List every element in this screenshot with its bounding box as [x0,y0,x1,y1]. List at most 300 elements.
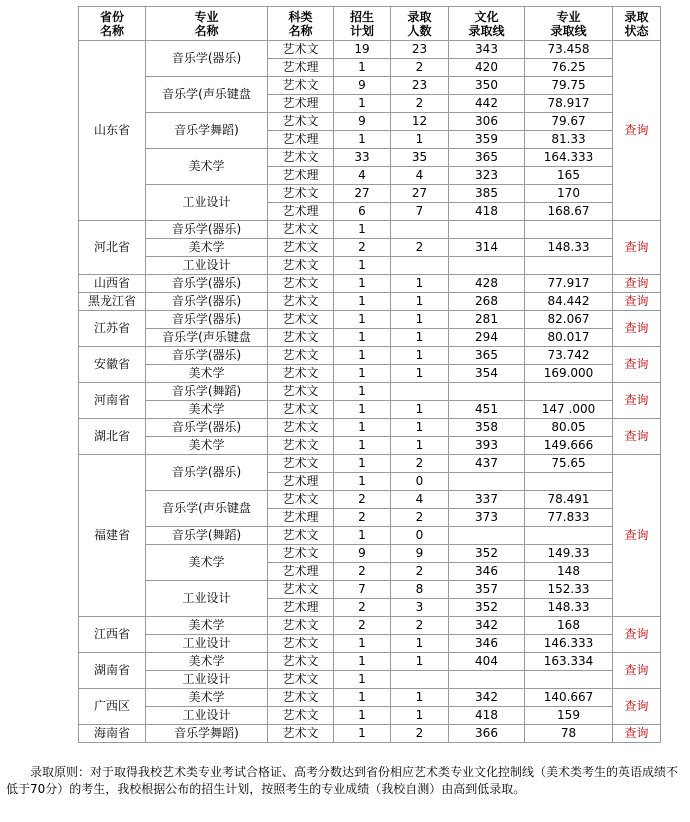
major-name: 美术学 [146,545,268,581]
major-score-cell: 78.917 [525,95,613,113]
table-row [79,41,661,59]
admitted-count-cell: 9 [391,545,449,563]
status-cell [613,689,661,725]
major-name: 美术学 [146,617,268,635]
status-cell [613,311,661,347]
province-name: 山东省 [79,41,146,221]
category-cell: 艺术文 [268,671,334,689]
culture-score-cell: 268 [449,293,525,311]
major-score-cell: 73.458 [525,41,613,59]
plan-count-cell: 1 [334,473,391,491]
culture-score-cell: 306 [449,113,525,131]
culture-score-cell: 404 [449,653,525,671]
major-score-cell: 73.742 [525,347,613,365]
category-cell: 艺术文 [268,725,334,743]
major-name: 工业设计 [146,671,268,689]
plan-count-cell: 19 [334,41,391,59]
major-name: 美术学 [146,689,268,707]
category-cell: 艺术理 [268,599,334,617]
admitted-count-cell: 2 [391,725,449,743]
major-score-cell: 163.334 [525,653,613,671]
table-header-row [79,7,661,41]
category-cell: 艺术文 [268,239,334,257]
plan-count-cell: 2 [334,491,391,509]
plan-count-cell: 1 [334,221,391,239]
major-score-cell: 76.25 [525,59,613,77]
category-cell: 艺术文 [268,419,334,437]
admitted-count-cell: 2 [391,509,449,527]
major-name: 音乐学(器乐) [146,347,268,365]
admitted-count-cell: 2 [391,239,449,257]
admitted-count-cell: 1 [391,419,449,437]
category-cell: 艺术文 [268,707,334,725]
plan-count-cell: 2 [334,239,391,257]
admitted-count-cell: 3 [391,599,449,617]
status-cell [613,455,661,617]
culture-score-cell: 365 [449,149,525,167]
major-name: 音乐学(声乐键盘 [146,491,268,527]
admitted-count-cell: 8 [391,581,449,599]
culture-score-cell: 366 [449,725,525,743]
query-link[interactable]: 查询 [624,393,649,407]
culture-score-cell: 281 [449,311,525,329]
major-name: 音乐学(器乐) [146,455,268,491]
plan-count-cell: 2 [334,563,391,581]
major-score-cell: 84.442 [525,293,613,311]
province-name: 安徽省 [79,347,146,383]
admitted-count-cell [391,257,449,275]
culture-score-cell: 385 [449,185,525,203]
table-row [79,347,661,365]
major-name: 美术学 [146,437,268,455]
major-score-cell [525,473,613,491]
plan-count-cell: 33 [334,149,391,167]
culture-score-cell: 437 [449,455,525,473]
header-category: 科类 名称 [268,7,334,41]
culture-score-cell: 337 [449,491,525,509]
category-cell: 艺术文 [268,545,334,563]
plan-count-cell: 1 [334,653,391,671]
plan-count-cell: 1 [334,131,391,149]
major-name: 音乐学(器乐) [146,221,268,239]
table-row [79,311,661,329]
major-name: 美术学 [146,365,268,383]
admitted-count-cell: 1 [391,365,449,383]
table-body [79,41,661,743]
major-score-cell: 147 .000 [525,401,613,419]
query-link[interactable]: 查询 [624,357,649,371]
category-cell: 艺术文 [268,617,334,635]
plan-count-cell: 1 [334,455,391,473]
category-cell: 艺术文 [268,365,334,383]
major-name: 音乐学舞蹈) [146,725,268,743]
category-cell: 艺术文 [268,311,334,329]
status-cell [613,617,661,653]
major-score-cell: 79.67 [525,113,613,131]
status-cell [613,653,661,689]
query-link[interactable]: 查询 [624,123,649,137]
query-link[interactable]: 查询 [624,699,649,713]
status-cell [613,383,661,419]
header-major: 专业 名称 [146,7,268,41]
plan-count-cell: 1 [334,671,391,689]
table-row [79,581,661,599]
table-row [79,383,661,401]
major-score-cell: 80.017 [525,329,613,347]
status-cell [613,725,661,743]
admitted-count-cell: 23 [391,77,449,95]
culture-score-cell: 294 [449,329,525,347]
plan-count-cell: 1 [334,437,391,455]
plan-count-cell: 2 [334,617,391,635]
table-row [79,527,661,545]
table-row [79,437,661,455]
major-name: 音乐学(器乐) [146,293,268,311]
plan-count-cell: 1 [334,275,391,293]
admitted-count-cell: 1 [391,293,449,311]
province-name: 河北省 [79,221,146,275]
culture-score-cell: 346 [449,563,525,581]
query-link[interactable]: 查询 [624,627,649,641]
plan-count-cell: 1 [334,635,391,653]
admitted-count-cell: 1 [391,653,449,671]
admitted-count-cell: 1 [391,275,449,293]
category-cell: 艺术文 [268,41,334,59]
table-row [79,257,661,275]
status-cell [613,419,661,455]
admission-table-wrapper [78,6,661,743]
admission-principle-note: 录取原则：对于取得我校艺术类专业考试合格证、高考分数达到省份相应艺术类专业文化控制线（美术类考生的英语成绩不低于70分）的考生，我校根据公布的招生计划，按照考生的专业成绩（我校自测）由高到低录取。 [6,765,679,796]
major-name: 美术学 [146,149,268,185]
culture-score-cell: 342 [449,689,525,707]
category-cell: 艺术文 [268,257,334,275]
major-name: 工业设计 [146,257,268,275]
plan-count-cell: 1 [334,59,391,77]
culture-score-cell: 420 [449,59,525,77]
category-cell: 艺术文 [268,527,334,545]
major-name: 音乐学(器乐) [146,419,268,437]
plan-count-cell: 1 [334,527,391,545]
culture-score-cell: 343 [449,41,525,59]
major-score-cell: 78 [525,725,613,743]
culture-score-cell: 442 [449,95,525,113]
table-row [79,77,661,95]
major-score-cell [525,671,613,689]
major-score-cell: 149.666 [525,437,613,455]
major-score-cell [525,383,613,401]
province-name: 海南省 [79,725,146,743]
culture-score-cell [449,221,525,239]
table-row [79,419,661,437]
table-row [79,401,661,419]
query-link[interactable]: 查询 [624,528,649,542]
category-cell: 艺术文 [268,491,334,509]
plan-count-cell: 6 [334,203,391,221]
culture-score-cell [449,473,525,491]
culture-score-cell: 358 [449,419,525,437]
culture-score-cell: 418 [449,707,525,725]
plan-count-cell: 1 [334,95,391,113]
major-score-cell: 77.833 [525,509,613,527]
major-score-cell: 165 [525,167,613,185]
culture-score-cell: 428 [449,275,525,293]
major-name: 美术学 [146,401,268,419]
major-score-cell: 159 [525,707,613,725]
major-score-cell: 170 [525,185,613,203]
category-cell: 艺术文 [268,293,334,311]
admitted-count-cell: 1 [391,311,449,329]
plan-count-cell: 1 [334,419,391,437]
table-row [79,185,661,203]
major-score-cell: 79.75 [525,77,613,95]
header-major-score: 专业 录取线 [525,7,613,41]
admitted-count-cell: 7 [391,203,449,221]
admitted-count-cell [391,221,449,239]
plan-count-cell: 1 [334,689,391,707]
admitted-count-cell [391,383,449,401]
culture-score-cell: 342 [449,617,525,635]
plan-count-cell: 4 [334,167,391,185]
culture-score-cell: 365 [449,347,525,365]
province-name: 湖北省 [79,419,146,455]
category-cell: 艺术理 [268,167,334,185]
major-score-cell: 148 [525,563,613,581]
major-name: 音乐学(舞蹈) [146,383,268,401]
category-cell: 艺术文 [268,185,334,203]
category-cell: 艺术理 [268,131,334,149]
category-cell: 艺术文 [268,437,334,455]
status-cell [613,293,661,311]
major-name: 工业设计 [146,707,268,725]
category-cell: 艺术文 [268,113,334,131]
category-cell: 艺术文 [268,149,334,167]
admitted-count-cell: 23 [391,41,449,59]
culture-score-cell [449,383,525,401]
plan-count-cell: 27 [334,185,391,203]
province-name: 湖南省 [79,653,146,689]
table-row [79,365,661,383]
culture-score-cell: 393 [449,437,525,455]
major-name: 音乐学(器乐) [146,41,268,77]
plan-count-cell: 2 [334,599,391,617]
major-score-cell [525,257,613,275]
major-score-cell: 75.65 [525,455,613,473]
category-cell: 艺术理 [268,473,334,491]
category-cell: 艺术理 [268,509,334,527]
major-score-cell: 140.667 [525,689,613,707]
major-name: 音乐学(声乐键盘 [146,329,268,347]
major-score-cell: 149.33 [525,545,613,563]
category-cell: 艺术文 [268,455,334,473]
major-score-cell: 148.33 [525,239,613,257]
culture-score-cell: 352 [449,599,525,617]
query-link[interactable]: 查询 [624,663,649,677]
plan-count-cell: 1 [334,257,391,275]
query-link[interactable]: 查询 [624,240,649,254]
province-name: 山西省 [79,275,146,293]
admitted-count-cell: 27 [391,185,449,203]
table-row [79,725,661,743]
plan-count-cell: 1 [334,347,391,365]
admitted-count-cell: 0 [391,473,449,491]
query-link[interactable]: 查询 [624,294,649,308]
header-plan: 招生 计划 [334,7,391,41]
province-name: 福建省 [79,455,146,617]
status-cell [613,221,661,275]
admitted-count-cell: 2 [391,95,449,113]
culture-score-cell: 418 [449,203,525,221]
plan-count-cell: 1 [334,311,391,329]
admitted-count-cell: 1 [391,401,449,419]
query-link[interactable]: 查询 [624,726,649,740]
header-admitted: 录取 人数 [391,7,449,41]
table-row [79,455,661,473]
category-cell: 艺术文 [268,653,334,671]
culture-score-cell: 314 [449,239,525,257]
admitted-count-cell: 2 [391,455,449,473]
admitted-count-cell: 1 [391,707,449,725]
query-link[interactable]: 查询 [624,429,649,443]
table-row [79,491,661,509]
category-cell: 艺术文 [268,275,334,293]
major-name: 音乐学舞蹈) [146,113,268,149]
culture-score-cell [449,527,525,545]
header-province: 省份 名称 [79,7,146,41]
table-row [79,671,661,689]
category-cell: 艺术理 [268,59,334,77]
major-score-cell: 169.000 [525,365,613,383]
major-score-cell: 77.917 [525,275,613,293]
table-row [79,239,661,257]
category-cell: 艺术文 [268,329,334,347]
culture-score-cell: 451 [449,401,525,419]
table-row [79,113,661,131]
table-row [79,149,661,167]
query-link[interactable]: 查询 [624,276,649,290]
major-name: 音乐学(舞蹈) [146,527,268,545]
plan-count-cell: 9 [334,77,391,95]
major-name: 美术学 [146,653,268,671]
category-cell: 艺术文 [268,221,334,239]
table-row [79,221,661,239]
admitted-count-cell: 2 [391,617,449,635]
category-cell: 艺术文 [268,689,334,707]
plan-count-cell: 9 [334,113,391,131]
major-score-cell [525,527,613,545]
plan-count-cell: 1 [334,365,391,383]
culture-score-cell [449,671,525,689]
major-score-cell [525,221,613,239]
plan-count-cell: 1 [334,707,391,725]
admitted-count-cell: 1 [391,635,449,653]
category-cell: 艺术理 [268,203,334,221]
major-name: 音乐学(器乐) [146,311,268,329]
plan-count-cell: 7 [334,581,391,599]
culture-score-cell: 357 [449,581,525,599]
plan-count-cell: 1 [334,383,391,401]
admitted-count-cell: 4 [391,167,449,185]
category-cell: 艺术文 [268,581,334,599]
admitted-count-cell: 1 [391,131,449,149]
plan-count-cell: 1 [334,293,391,311]
major-score-cell: 164.333 [525,149,613,167]
table-row [79,617,661,635]
status-cell [613,41,661,221]
admission-table [78,6,661,743]
category-cell: 艺术文 [268,401,334,419]
admitted-count-cell: 1 [391,437,449,455]
table-row [79,545,661,563]
major-score-cell: 168 [525,617,613,635]
culture-score-cell: 352 [449,545,525,563]
category-cell: 艺术文 [268,635,334,653]
major-score-cell: 78.491 [525,491,613,509]
category-cell: 艺术文 [268,383,334,401]
admitted-count-cell: 1 [391,689,449,707]
province-name: 黑龙江省 [79,293,146,311]
plan-count-cell: 2 [334,509,391,527]
major-name: 音乐学(声乐键盘 [146,77,268,113]
culture-score-cell: 359 [449,131,525,149]
culture-score-cell: 350 [449,77,525,95]
culture-score-cell: 354 [449,365,525,383]
major-score-cell: 82.067 [525,311,613,329]
table-row [79,689,661,707]
query-link[interactable]: 查询 [624,321,649,335]
major-score-cell: 146.333 [525,635,613,653]
culture-score-cell: 373 [449,509,525,527]
culture-score-cell: 323 [449,167,525,185]
province-name: 江西省 [79,617,146,653]
major-name: 工业设计 [146,635,268,653]
table-row [79,275,661,293]
plan-count-cell: 1 [334,401,391,419]
admitted-count-cell: 2 [391,59,449,77]
category-cell: 艺术文 [268,347,334,365]
header-culture-score: 文化 录取线 [449,7,525,41]
admitted-count-cell: 2 [391,563,449,581]
major-name: 音乐学(器乐) [146,275,268,293]
culture-score-cell [449,257,525,275]
plan-count-cell: 1 [334,725,391,743]
table-row [79,293,661,311]
major-name: 美术学 [146,239,268,257]
major-score-cell: 81.33 [525,131,613,149]
admitted-count-cell: 12 [391,113,449,131]
major-score-cell: 168.67 [525,203,613,221]
admitted-count-cell: 0 [391,527,449,545]
admitted-count-cell [391,671,449,689]
major-score-cell: 152.33 [525,581,613,599]
status-cell [613,347,661,383]
major-score-cell: 80.05 [525,419,613,437]
header-status: 录取 状态 [613,7,661,41]
major-score-cell: 148.33 [525,599,613,617]
table-row [79,635,661,653]
admitted-count-cell: 4 [391,491,449,509]
province-name: 江苏省 [79,311,146,347]
category-cell: 艺术文 [268,77,334,95]
admitted-count-cell: 1 [391,347,449,365]
category-cell: 艺术理 [268,95,334,113]
plan-count-cell: 9 [334,545,391,563]
table-row [79,329,661,347]
culture-score-cell: 346 [449,635,525,653]
status-cell [613,275,661,293]
admitted-count-cell: 35 [391,149,449,167]
major-name: 工业设计 [146,581,268,617]
admitted-count-cell: 1 [391,329,449,347]
